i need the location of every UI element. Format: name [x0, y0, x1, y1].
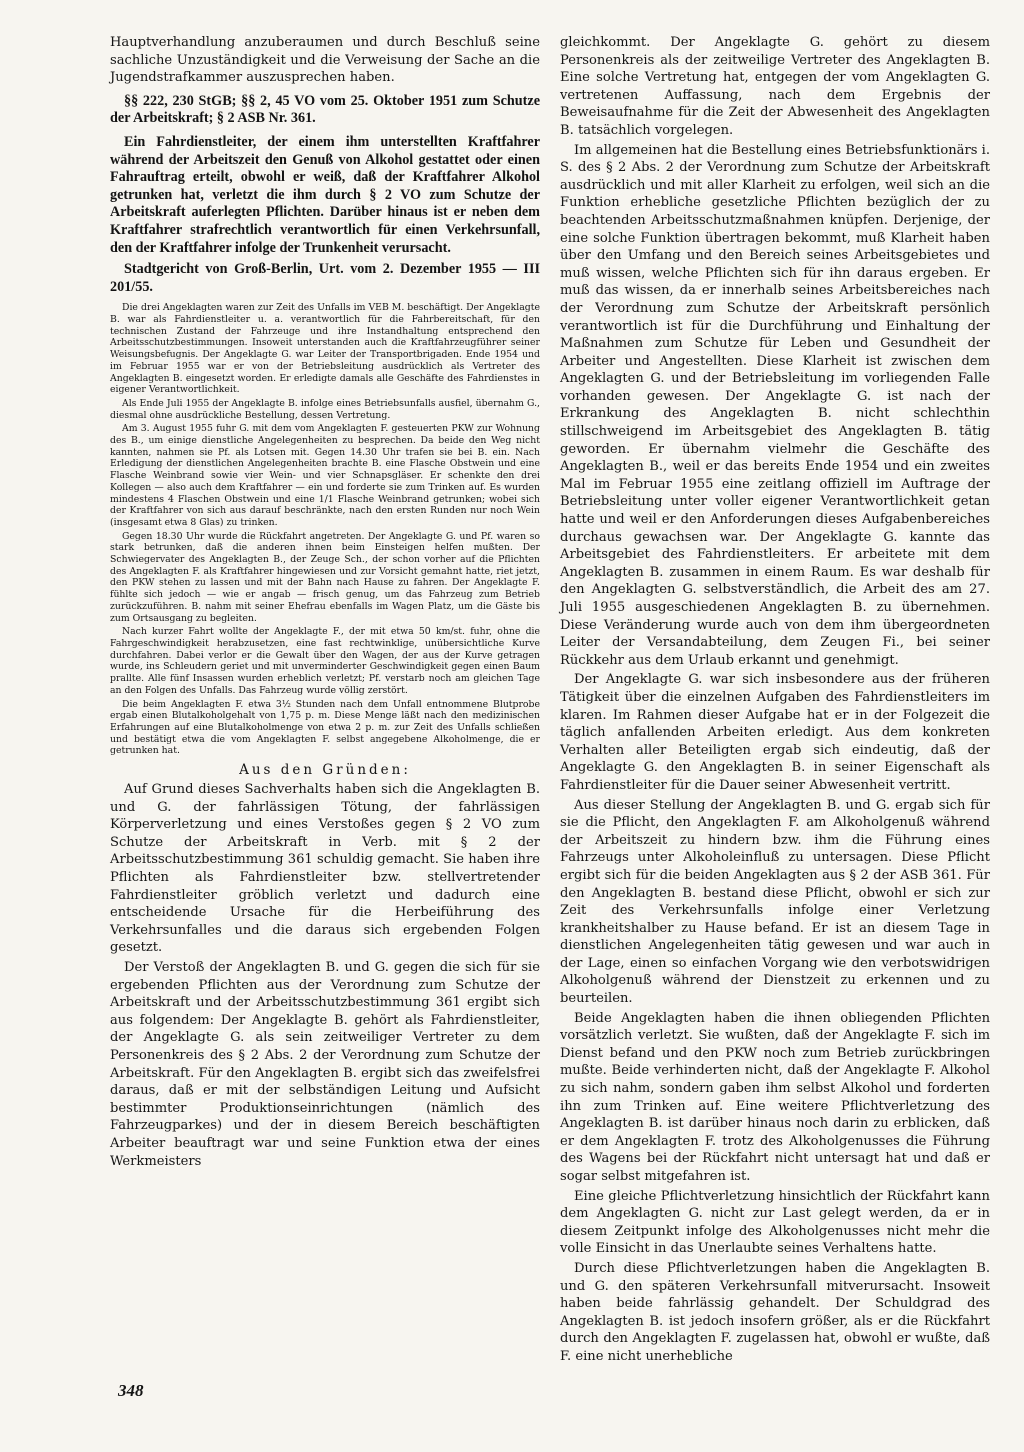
court-decision-reference: Stadtgericht von Groß-Berlin, Urt. vom 2. Dezember 1955 — III 201/55. — [110, 261, 540, 295]
body-paragraph: Beide Angeklagten haben die ihnen obliegenden Pflichten vorsätzlich verletzt. Sie wußten, daß der Angeklagte F. sich im Dienst befand und den PKW noch zum Betrieb zurückbringen mußte. Beide verhinderten nicht, daß der Angeklagte F. Alkohol zu sich nahm, sondern gaben ihm selbst Alkohol und forderten ihn zum Trinken auf. Eine weitere Pflichtverletzung des Angeklagten B. ist darüber hinaus noch darin zu erblicken, daß er dem Angeklagten F. trotz des Alkoholgenusses die Führung des Wagens bei der Rückfahrt nicht untersagt hat und daß er sogar selbst mitgefahren ist. — [560, 1010, 990, 1184]
page — [110, 34, 990, 1414]
section-heading: Aus den Gründen: — [239, 762, 411, 779]
headnote: Ein Fahrdienstleiter, der einem ihm unterstellten Kraftfahrer während der Arbeitszeit den Genuß von Alkohol gestattet oder einen Fahrauftrag erteilt, obwohl er weiß, daß der Kraftfahrer Alkohol getrunken hat, verletzt die ihm durch § 2 VO zum Schutze der Arbeitskraft auferlegten Pflichten. Darüber hinaus ist er neben dem Kraftfahrer strafrechtlich verantwortlich für einen Verkehrsunfall, den der Kraftfahrer infolge der Trunkenheit verursacht. — [110, 133, 540, 256]
body-paragraph: Aus dieser Stellung der Angeklagten B. und G. ergab sich für sie die Pflicht, den Angeklagten F. am Alkoholgenuß während der Arbeitszeit zu hindern bzw. ihm die Führung eines Fahrzeugs unter Alkoholeinfluß zu untersagen. Diese Pflicht ergibt sich für die beiden Angeklagten aus § 2 der ASB 361. Für den Angeklagten B. bestand diese Pflicht, obwohl er sich zur Zeit des Verkehrsunfalls infolge einer Verletzung krankheitshalber zu Hause befand. Er ist an diesem Tage in dienstlichen Angelegenheiten tätig gewesen und war auch in der Lage, einen so einfachen Vorgang wie den verbotswidrigen Alkoholgenuß während der Dienstzeit zu erkennen und zu beurteilen. — [560, 797, 990, 1007]
intro-paragraph: Hauptverhandlung anzuberaumen und durch Beschluß seine sachliche Unzuständigkeit und die Verweisung der Sache an die Jugendstrafkammer auszusprechen haben. — [110, 35, 540, 86]
reasons-paragraph: Auf Grund dieses Sachverhalts haben sich die Angeklagten B. und G. der fahrlässigen Tötung, der fahrlässigen Körperverletzung und eines Verstoßes gegen § 2 VO zum Schutze der Arbeitskraft in Verb. mit § 2 der Arbeitsschutzbestimmung 361 schuldig gemacht. Sie haben ihre Pflichten als Fahrdienstleiter bzw. stellvertretender Fahrdienstleiter gröblich verletzt und dadurch eine entscheidende Ursache für die Herbeiführung des Verkehrsunfalles und die daraus sich ergebenden Folgen gesetzt. — [110, 782, 540, 956]
body-paragraph: gleichkommt. Der Angeklagte G. gehört zu diesem Personenkreis als der zeitweilige Vertreter des Angeklagten B. Eine solche Vertretung hat, entgegen der vom Angeklagten G. vertretenen Auffassung, nach dem Ergebnis der Beweisaufnahme für die Zeit der Abwesenheit des Angeklagten B. tatsächlich vorgelegen. — [560, 35, 990, 138]
facts-paragraph: Am 3. August 1955 fuhr G. mit dem vom Angeklagten F. gesteuerten PKW zur Wohnung des B., um einige dienstliche Angelegenheiten zu besprechen. Da beide den Weg nicht kannten, nahmen sie Pf. als Lotsen mit. Gegen 14.30 Uhr trafen sie bei B. ein. Nach Erledigung der dienstlichen Angelegenheiten brachte B. eine Flasche Obstwein und eine Flasche Weinbrand sowie vier Wein- und vier Schnapsgläser. Er schenkte den drei Kollegen — also auch dem Kraftfahrer — ein und forderte sie zum Trinken auf. Es wurden mindestens 4 Flaschen Obstwein und eine 1/1 Flasche Weinbrand getrunken; wobei sich der Kraftfahrer von sich aus darauf beschränkte, nach den ersten Runden nur noch Wein (insgesamt etwa 8 Glas) zu trinken. — [110, 423, 540, 528]
facts-paragraph: Die drei Angeklagten waren zur Zeit des Unfalls im VEB M. beschäftigt. Der Angeklagte B. war als Fahrdienstleiter u. a. verantwortlich für die Fahrbereitschaft, für den technischen Zustand der Fahrzeuge und ihre Instandhaltung entsprechend den Arbeitsschutzbestimmungen. Insoweit unterstanden auch die Kraftfahrzeugführer seiner Weisungsbefugnis. Der Angeklagte G. war Leiter der Transportbrigaden. Ende 1954 und im Februar 1955 war er von der Betriebsleitung ausdrücklich als Vertreter des Angeklagten B. eingesetzt worden. Er erledigte damals alle Geschäfte des Fahrdienstes in eigener Verantwortlichkeit. — [110, 302, 540, 396]
body-paragraph: Durch diese Pflichtverletzungen haben die Angeklagten B. und G. den späteren Verkehrsunfall mitverursacht. Insoweit haben beide fahrlässig gehandelt. Der Schuldgrad des Angeklagten B. ist jedoch insofern größer, als er die Rückfahrt durch den Angeklagten F. zugelassen hat, obwohl er wußte, daß F. eine nicht unerhebliche — [560, 1260, 990, 1364]
page-number: 348 — [118, 1381, 144, 1400]
body-paragraph: Der Angeklagte G. war sich insbesondere aus der früheren Tätigkeit über die einzelnen Aufgaben des Fahrdienstleiters im klaren. Im Rahmen dieser Aufgabe hat er in der Folgezeit die täglich anfallenden Arbeiten erledigt. Aus dem konkreten Verhalten aller Beteiligten ergab sich eindeutig, daß der Angeklagte G. den Angeklagten B. in seiner Eigenschaft als Fahrdienstleiter für die Dauer seiner Abwesenheit vertritt. — [560, 672, 990, 793]
facts-paragraph: Die beim Angeklagten F. etwa 3½ Stunden nach dem Unfall entnommene Blutprobe ergab einen Blutalkoholgehalt von 1,75 p. m. Diese Menge läßt nach den medizinischen Erfahrungen auf eine Blutalkoholmenge von etwa 2 p. m. zur Zeit des Unfalls schließen und bestätigt etwa die vom Angeklagten F. selbst angegebene Alkoholmenge, die er getrunken hat. — [110, 698, 540, 757]
body-paragraph: Im allgemeinen hat die Bestellung eines Betriebsfunktionärs i. S. des § 2 Abs. 2 der Verordnung zum Schutze der Arbeitskraft ausdrücklich und mit aller Klarheit zu erfolgen, weil sich an die Funktion erhebliche gesetzliche Pflichten bezüglich der zu beachtenden Arbeitsschutzmaßnahmen knüpfen. Derjenige, der eine solche Funktion übertragen bekommt, muß Klarheit haben über den Umfang und den Bereich seines Arbeitsgebietes und muß wissen, welche Pflichten sich für ihn daraus ergeben. Er muß das wissen, da er innerhalb seines Arbeitsbereiches nach der Verordnung zum Schutze der Arbeitskraft persönlich verantwortlich ist für die Durchführung und Einhaltung der Maßnahmen zum Schutze für Leben und Gesundheit der Arbeiter und Angestellten. Diese Klarheit ist zwischen dem Angeklagten G. und der Betriebsleitung im vorliegenden Falle vorhanden gewesen. Der Angeklagte G. ist nach der Erkrankung des Angeklagten B. nicht schlechthin stillschweigend im Arbeitsgebiet des Angeklagten B. tätig geworden. Er übernahm vielmehr die Geschäfte des Angeklagten B., weil er das bereits Ende 1954 und ein zweites Mal im Februar 1955 eine zeitlang offiziell im Auftrage der Betriebsleitung unter voller eigener Verantwortlichkeit getan hatte und weil er den Anforderungen dieses Aufgabenbereiches durchaus gewachsen war. Der Angeklagte G. kannte das Arbeitsgebiet des Fahrdienstleiters. Er arbeitete mit dem Angeklagten B. zusammen in einem Raum. Es war deshalb für den Angeklagten G. selbstverständlich, die Arbeit des am 27. Juli 1955 ausgeschiedenen Angeklagten B. zu übernehmen. Diese Veränderung wurde auch von dem ihm übergeordneten Leiter der Versandabteilung, dem Zeugen Fi., bei seiner Rückkehr aus dem Urlaub erkannt und genehmigt. — [560, 142, 990, 668]
statute-citation: §§ 222, 230 StGB; §§ 2, 45 VO vom 25. Oktober 1951 zum Schutze der Arbeitskraft; § 2 ASB Nr. 361. — [110, 92, 540, 127]
left-column — [110, 34, 540, 1172]
right-column — [560, 34, 990, 1368]
reasons-paragraph: Der Verstoß der Angeklagten B. und G. gegen die sich für sie ergebenden Pflichten aus der Verordnung zum Schutze der Arbeitskraft und der Arbeitsschutzbestimmung 361 ergibt sich aus folgendem: Der Angeklagte B. gehört als Fahrdienstleiter, der Angeklagte G. als sein zeitweiliger Vertreter zu dem Personenkreis des § 2 Abs. 2 der Verordnung zum Schutze der Arbeitskraft. Für den Angeklagten B. ergibt sich das zweifelsfrei daraus, daß er mit der selbständigen Leitung und Aufsicht bestimmter Produktionseinrichtungen (nämlich des Fahrzeugparkes) und der in diesem Bereich beschäftigten Arbeiter beauftragt war und seine Funktion etwa der eines Werkmeisters — [110, 959, 540, 1169]
body-paragraph: Eine gleiche Pflichtverletzung hinsichtlich der Rückfahrt kann dem Angeklagten G. nicht zur Last gelegt werden, da er in diesem Zeitpunkt infolge des Alkoholgenusses nicht mehr die volle Einsicht in das Unerlaubte seines Verhaltens hatte. — [560, 1188, 990, 1257]
facts-paragraph: Nach kurzer Fahrt wollte der Angeklagte F., der mit etwa 50 km/st. fuhr, ohne die Fahrgeschwindigkeit herabzusetzen, eine fast rechtwinklige, unübersichtliche Kurve durchfahren. Dabei verlor er die Gewalt über den Wagen, der aus der Kurve getragen wurde, ins Schleudern geriet und mit unverminderter Geschwindigkeit gegen einen Baum prallte. Alle fünf Insassen wurden erheblich verletzt; Pf. verstarb noch am gleichen Tage an den Folgen des Unfalls. Das Fahrzeug wurde völlig zerstört. — [110, 626, 540, 696]
facts-paragraph: Als Ende Juli 1955 der Angeklagte B. infolge eines Betriebsunfalls ausfiel, übernahm G., diesmal ohne ausdrückliche Bestellung, dessen Vertretung. — [110, 397, 540, 421]
facts-paragraph: Gegen 18.30 Uhr wurde die Rückfahrt angetreten. Der Angeklagte G. und Pf. waren so stark betrunken, daß die anderen ihnen beim Einsteigen helfen mußten. Der Schwiegervater des Angeklagten B., der Zeuge Sch., der schon vorher auf die Pflichten des Angeklagten F. als Kraftfahrer hingewiesen und zur Vorsicht gemahnt hatte, riet jetzt, den PKW stehen zu lassen und mit der Bahn nach Hause zu fahren. Der Angeklagte F. fühlte sich jedoch — wie er angab — frisch genug, um das Fahrzeug zum Betrieb zurückzuführen. B. nahm mit seiner Ehefrau ebenfalls im Wagen Platz, um die Gäste bis zum Ortsausgang zu begleiten. — [110, 530, 540, 624]
